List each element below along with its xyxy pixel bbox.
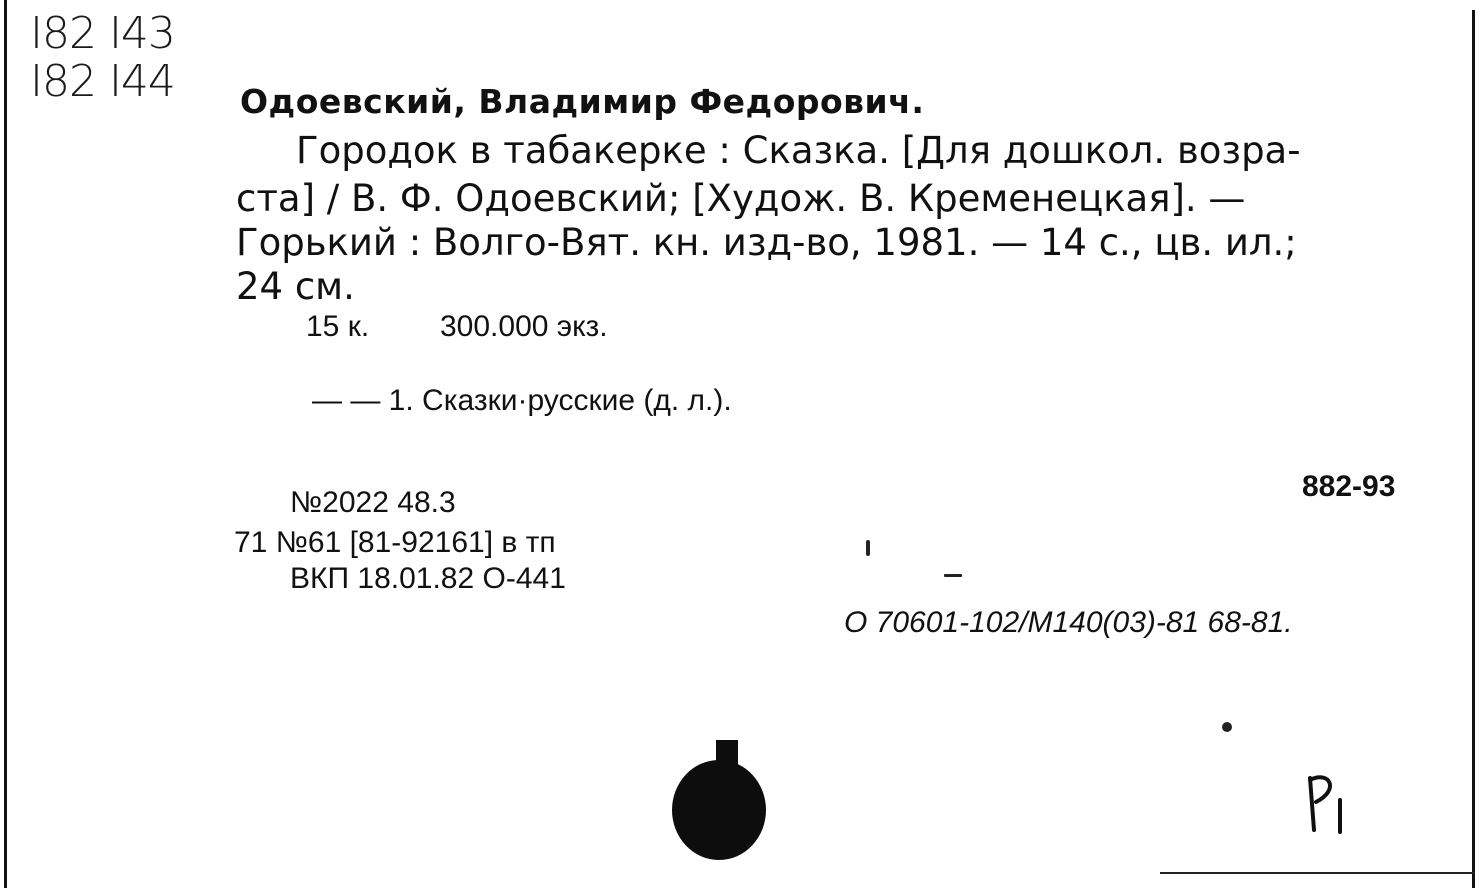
subject-heading: — — 1. Сказки·русские (д. л.).: [312, 384, 732, 417]
card-left-border: [4, 0, 7, 888]
card-bottom-border: [1160, 872, 1475, 874]
description-line-2: ста] / В. Ф. Одоевский; [Худож. В. Кременецкая]. —: [236, 177, 1246, 220]
price: 15 к.: [306, 310, 370, 343]
card-number: 882-93: [1302, 470, 1396, 503]
publisher-code: О 70601-102/М140(03)-81 68-81.: [844, 606, 1293, 639]
seal-stamp: [672, 760, 766, 860]
card-right-border: [1472, 10, 1475, 888]
description-line-4: 24 см.: [236, 265, 355, 308]
description-line-3: Горький : Волго-Вят. кн. изд-во, 1981. — 14 с., цв. ил.;: [236, 221, 1297, 264]
author-heading: Одоевский, Владимир Федорович.: [240, 82, 925, 121]
catalog-code-line-3: ВКП 18.01.82 О-441: [290, 562, 566, 595]
catalog-code-line-2: 71 №61 [81-92161] в тп: [234, 526, 556, 559]
description-line-1: Городок в табакерке : Сказка. [Для дошкол. возра-: [296, 129, 1301, 172]
catalog-code-line-1: №2022 48.3: [290, 486, 456, 519]
handwritten-initial: [1300, 770, 1360, 840]
ink-speck: [1222, 722, 1232, 732]
ink-speck: [944, 574, 962, 577]
print-run: 300.000 экз.: [440, 310, 608, 343]
inventory-number-1: I82 I43: [30, 8, 175, 59]
ink-speck: [866, 540, 870, 556]
inventory-number-2: I82 I44: [30, 56, 175, 107]
